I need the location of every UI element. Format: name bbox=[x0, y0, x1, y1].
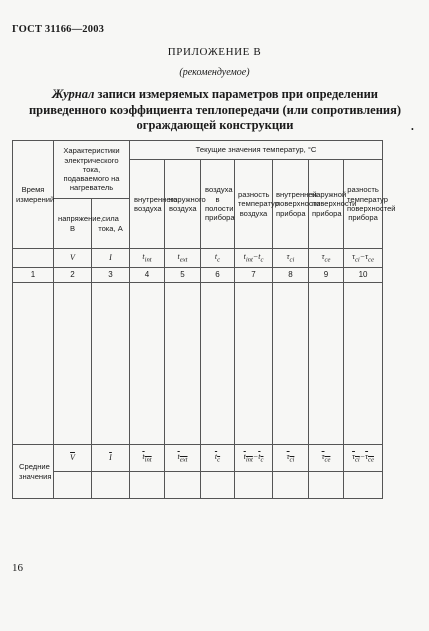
header-col-external-air: наружного воздуха bbox=[165, 160, 201, 249]
entry-cell bbox=[344, 283, 383, 445]
header-col-outer-surface: наружной поверхности прибора bbox=[309, 160, 344, 249]
symbol-t-diff: $t_{int}-t_c$ bbox=[235, 249, 273, 268]
symbols-row bbox=[13, 249, 383, 268]
entry-cell bbox=[273, 283, 309, 445]
avg-entry-cell bbox=[92, 472, 130, 499]
avg-entry-cell bbox=[201, 472, 235, 499]
column-number: 1 bbox=[13, 268, 54, 283]
avg-entry-cell bbox=[165, 472, 201, 499]
averages-label: Средние значения bbox=[13, 445, 54, 499]
symbol-voltage: V bbox=[54, 249, 92, 268]
avg-entry-cell bbox=[344, 472, 383, 499]
symbol-tau-ci: $\tau_{ci}$ bbox=[273, 249, 309, 268]
averages-value-row bbox=[13, 472, 383, 499]
symbol-tau-ce: $\tau_{ce}$ bbox=[309, 249, 344, 268]
symbol-t-int: $t_{int}$ bbox=[130, 249, 165, 268]
symbol-t-c: $t_c$ bbox=[201, 249, 235, 268]
avg-symbol-t-c: $t_c$ bbox=[201, 445, 235, 472]
title-line-2: приведенного коэффициента теплопередачи (или сопротивления) bbox=[28, 102, 402, 117]
avg-symbol-t-ext: $t_{ext}$ bbox=[165, 445, 201, 472]
column-number: 3 bbox=[92, 268, 130, 283]
avg-entry-cell bbox=[273, 472, 309, 499]
header-col-cavity-air: воздуха в полости прибора bbox=[201, 160, 235, 249]
avg-symbol-t-diff: $t_{int}-t_c$ bbox=[235, 445, 273, 472]
column-number: 5 bbox=[165, 268, 201, 283]
title-line-1-rest: записи измеряемых параметров при определении bbox=[94, 87, 378, 101]
column-number: 9 bbox=[309, 268, 344, 283]
avg-symbol-tau-diff: $\tau_{ci}-\tau_{ce}$ bbox=[344, 445, 383, 472]
header-col-current: сила тока, А bbox=[92, 199, 130, 249]
header-col-air-temp-diff: разность температур воздуха bbox=[235, 160, 273, 249]
stray-mark: • bbox=[411, 125, 414, 134]
header-temperatures-group: Текущие значения температур, °С bbox=[130, 141, 383, 160]
header-col-internal-air: внутреннего воздуха bbox=[130, 160, 165, 249]
avg-symbol-voltage: $\overline{V}$ bbox=[54, 445, 92, 472]
header-time: Время измерений bbox=[13, 141, 54, 249]
measurement-journal-table bbox=[12, 140, 396, 499]
symbol-tau-diff: $\tau_{ci}-\tau_{ce}$ bbox=[344, 249, 383, 268]
symbol-t-ext: $t_{ext}$ bbox=[165, 249, 201, 268]
entry-cell bbox=[235, 283, 273, 445]
entry-cell bbox=[309, 283, 344, 445]
column-number: 10 bbox=[344, 268, 383, 283]
appendix-label: ПРИЛОЖЕНИЕ В bbox=[167, 46, 262, 58]
column-number: 4 bbox=[130, 268, 165, 283]
appendix-status: (рекомендуемое) bbox=[179, 67, 250, 78]
entry-cell bbox=[201, 283, 235, 445]
header-col-voltage: напряжение, В bbox=[54, 199, 92, 249]
entry-cell bbox=[54, 283, 92, 445]
symbol-cell-empty bbox=[13, 249, 54, 268]
avg-entry-cell bbox=[235, 472, 273, 499]
entry-cell bbox=[165, 283, 201, 445]
avg-entry-cell bbox=[54, 472, 92, 499]
column-numbers-row bbox=[13, 268, 383, 283]
column-number: 2 bbox=[54, 268, 92, 283]
data-entry-row bbox=[13, 283, 383, 445]
entry-cell bbox=[92, 283, 130, 445]
header-current-group: Характеристики электрического тока, подаваемого на нагреватель bbox=[54, 141, 130, 199]
header-col-inner-surface: внутренней поверхности прибора bbox=[273, 160, 309, 249]
avg-entry-cell bbox=[130, 472, 165, 499]
avg-entry-cell bbox=[309, 472, 344, 499]
document-title bbox=[20, 87, 410, 134]
column-number: 7 bbox=[235, 268, 273, 283]
header-col-surface-diff: разность температур поверхностей прибора bbox=[344, 160, 383, 249]
avg-symbol-tau-ci: $\tau_{ci}$ bbox=[273, 445, 309, 472]
title-first-word: Журнал bbox=[52, 87, 95, 101]
symbol-current: I bbox=[92, 249, 130, 268]
entry-cell bbox=[130, 283, 165, 445]
avg-symbol-t-int: $t_{int}$ bbox=[130, 445, 165, 472]
page-number: 16 bbox=[12, 562, 23, 574]
avg-symbol-current: $\overline{I}$ bbox=[92, 445, 130, 472]
averages-symbol-row bbox=[13, 445, 383, 472]
title-line-3: ограждающей конструкции bbox=[136, 118, 294, 132]
entry-cell bbox=[13, 283, 54, 445]
avg-symbol-tau-ce: $\tau_{ce}$ bbox=[309, 445, 344, 472]
column-number: 8 bbox=[273, 268, 309, 283]
column-number: 6 bbox=[201, 268, 235, 283]
standard-code: ГОСТ 31166—2003 bbox=[12, 24, 105, 35]
